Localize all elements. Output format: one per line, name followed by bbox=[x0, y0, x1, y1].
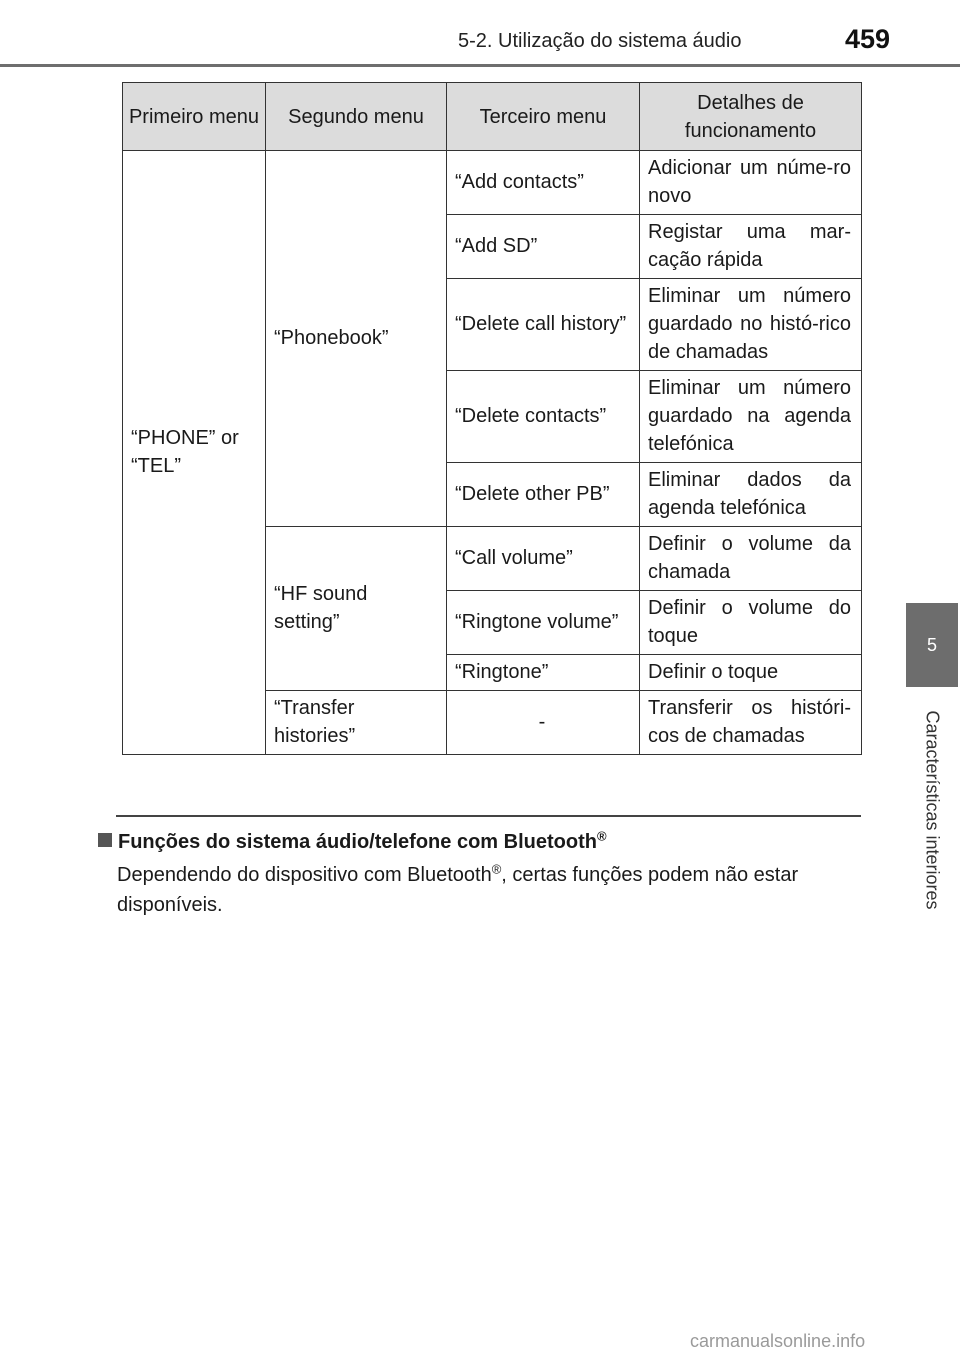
third-menu-cell: “Add SD” bbox=[447, 215, 640, 279]
detail-cell: Registar uma mar-cação rápida bbox=[640, 215, 862, 279]
header-title: 5-2. Utilização do sistema áudio bbox=[458, 30, 742, 52]
third-menu-cell: - bbox=[447, 691, 640, 755]
header-rule bbox=[0, 64, 960, 67]
first-menu-cell: “PHONE” or “TEL” bbox=[123, 151, 266, 755]
detail-cell: Eliminar um número guardado na agenda telefónica bbox=[640, 371, 862, 463]
detail-cell: Definir o volume do toque bbox=[640, 591, 862, 655]
chapter-tab bbox=[906, 603, 958, 687]
menu-table bbox=[122, 82, 862, 755]
chapter-title: Características interiores bbox=[922, 710, 943, 910]
detail-cell: Definir o toque bbox=[640, 655, 862, 691]
registered-mark: ® bbox=[491, 861, 502, 877]
detail-cell: Transferir os históri-cos de chamadas bbox=[640, 691, 862, 755]
third-menu-cell: “Delete contacts” bbox=[447, 371, 640, 463]
third-menu-cell: “Delete other PB” bbox=[447, 463, 640, 527]
section-body-part2: , certas funções podem não estar disponíveis. bbox=[117, 864, 799, 916]
second-menu-phonebook: “Phonebook” bbox=[266, 151, 447, 527]
chapter-number: 5 bbox=[926, 634, 937, 655]
header-third-menu: Terceiro menu bbox=[447, 83, 640, 151]
watermark: carmanualsonline.info bbox=[690, 1331, 866, 1351]
section-heading-text: Funções do sistema áudio/telefone com Bluetooth bbox=[118, 831, 597, 853]
header-first-menu: Primeiro menu bbox=[123, 83, 266, 151]
section-body-part1: Dependendo do dispositivo com Bluetooth bbox=[117, 864, 492, 886]
third-menu-cell: “Delete call history” bbox=[447, 279, 640, 371]
detail-cell: Adicionar um núme-ro novo bbox=[640, 151, 862, 215]
section-heading bbox=[98, 828, 607, 854]
table-header-row bbox=[123, 83, 862, 151]
third-menu-cell: “Ringtone” bbox=[447, 655, 640, 691]
header-details: Detalhes de funcionamento bbox=[640, 83, 862, 151]
second-menu-hf-sound: “HF sound setting” bbox=[266, 527, 447, 691]
table-row bbox=[123, 151, 862, 215]
third-menu-cell: “Ringtone volume” bbox=[447, 591, 640, 655]
detail-cell: Eliminar um número guardado no histó-rico de chamadas bbox=[640, 279, 862, 371]
second-menu-transfer: “Transfer histories” bbox=[266, 691, 447, 755]
section-rule bbox=[116, 815, 861, 817]
section-body bbox=[117, 860, 857, 920]
square-bullet-icon bbox=[98, 833, 112, 847]
page-number: 459 bbox=[845, 24, 891, 54]
third-menu-cell: “Add contacts” bbox=[447, 151, 640, 215]
detail-cell: Definir o volume da chamada bbox=[640, 527, 862, 591]
header-second-menu: Segundo menu bbox=[266, 83, 447, 151]
registered-mark: ® bbox=[596, 828, 607, 844]
third-menu-cell: “Call volume” bbox=[447, 527, 640, 591]
detail-cell: Eliminar dados da agenda telefónica bbox=[640, 463, 862, 527]
